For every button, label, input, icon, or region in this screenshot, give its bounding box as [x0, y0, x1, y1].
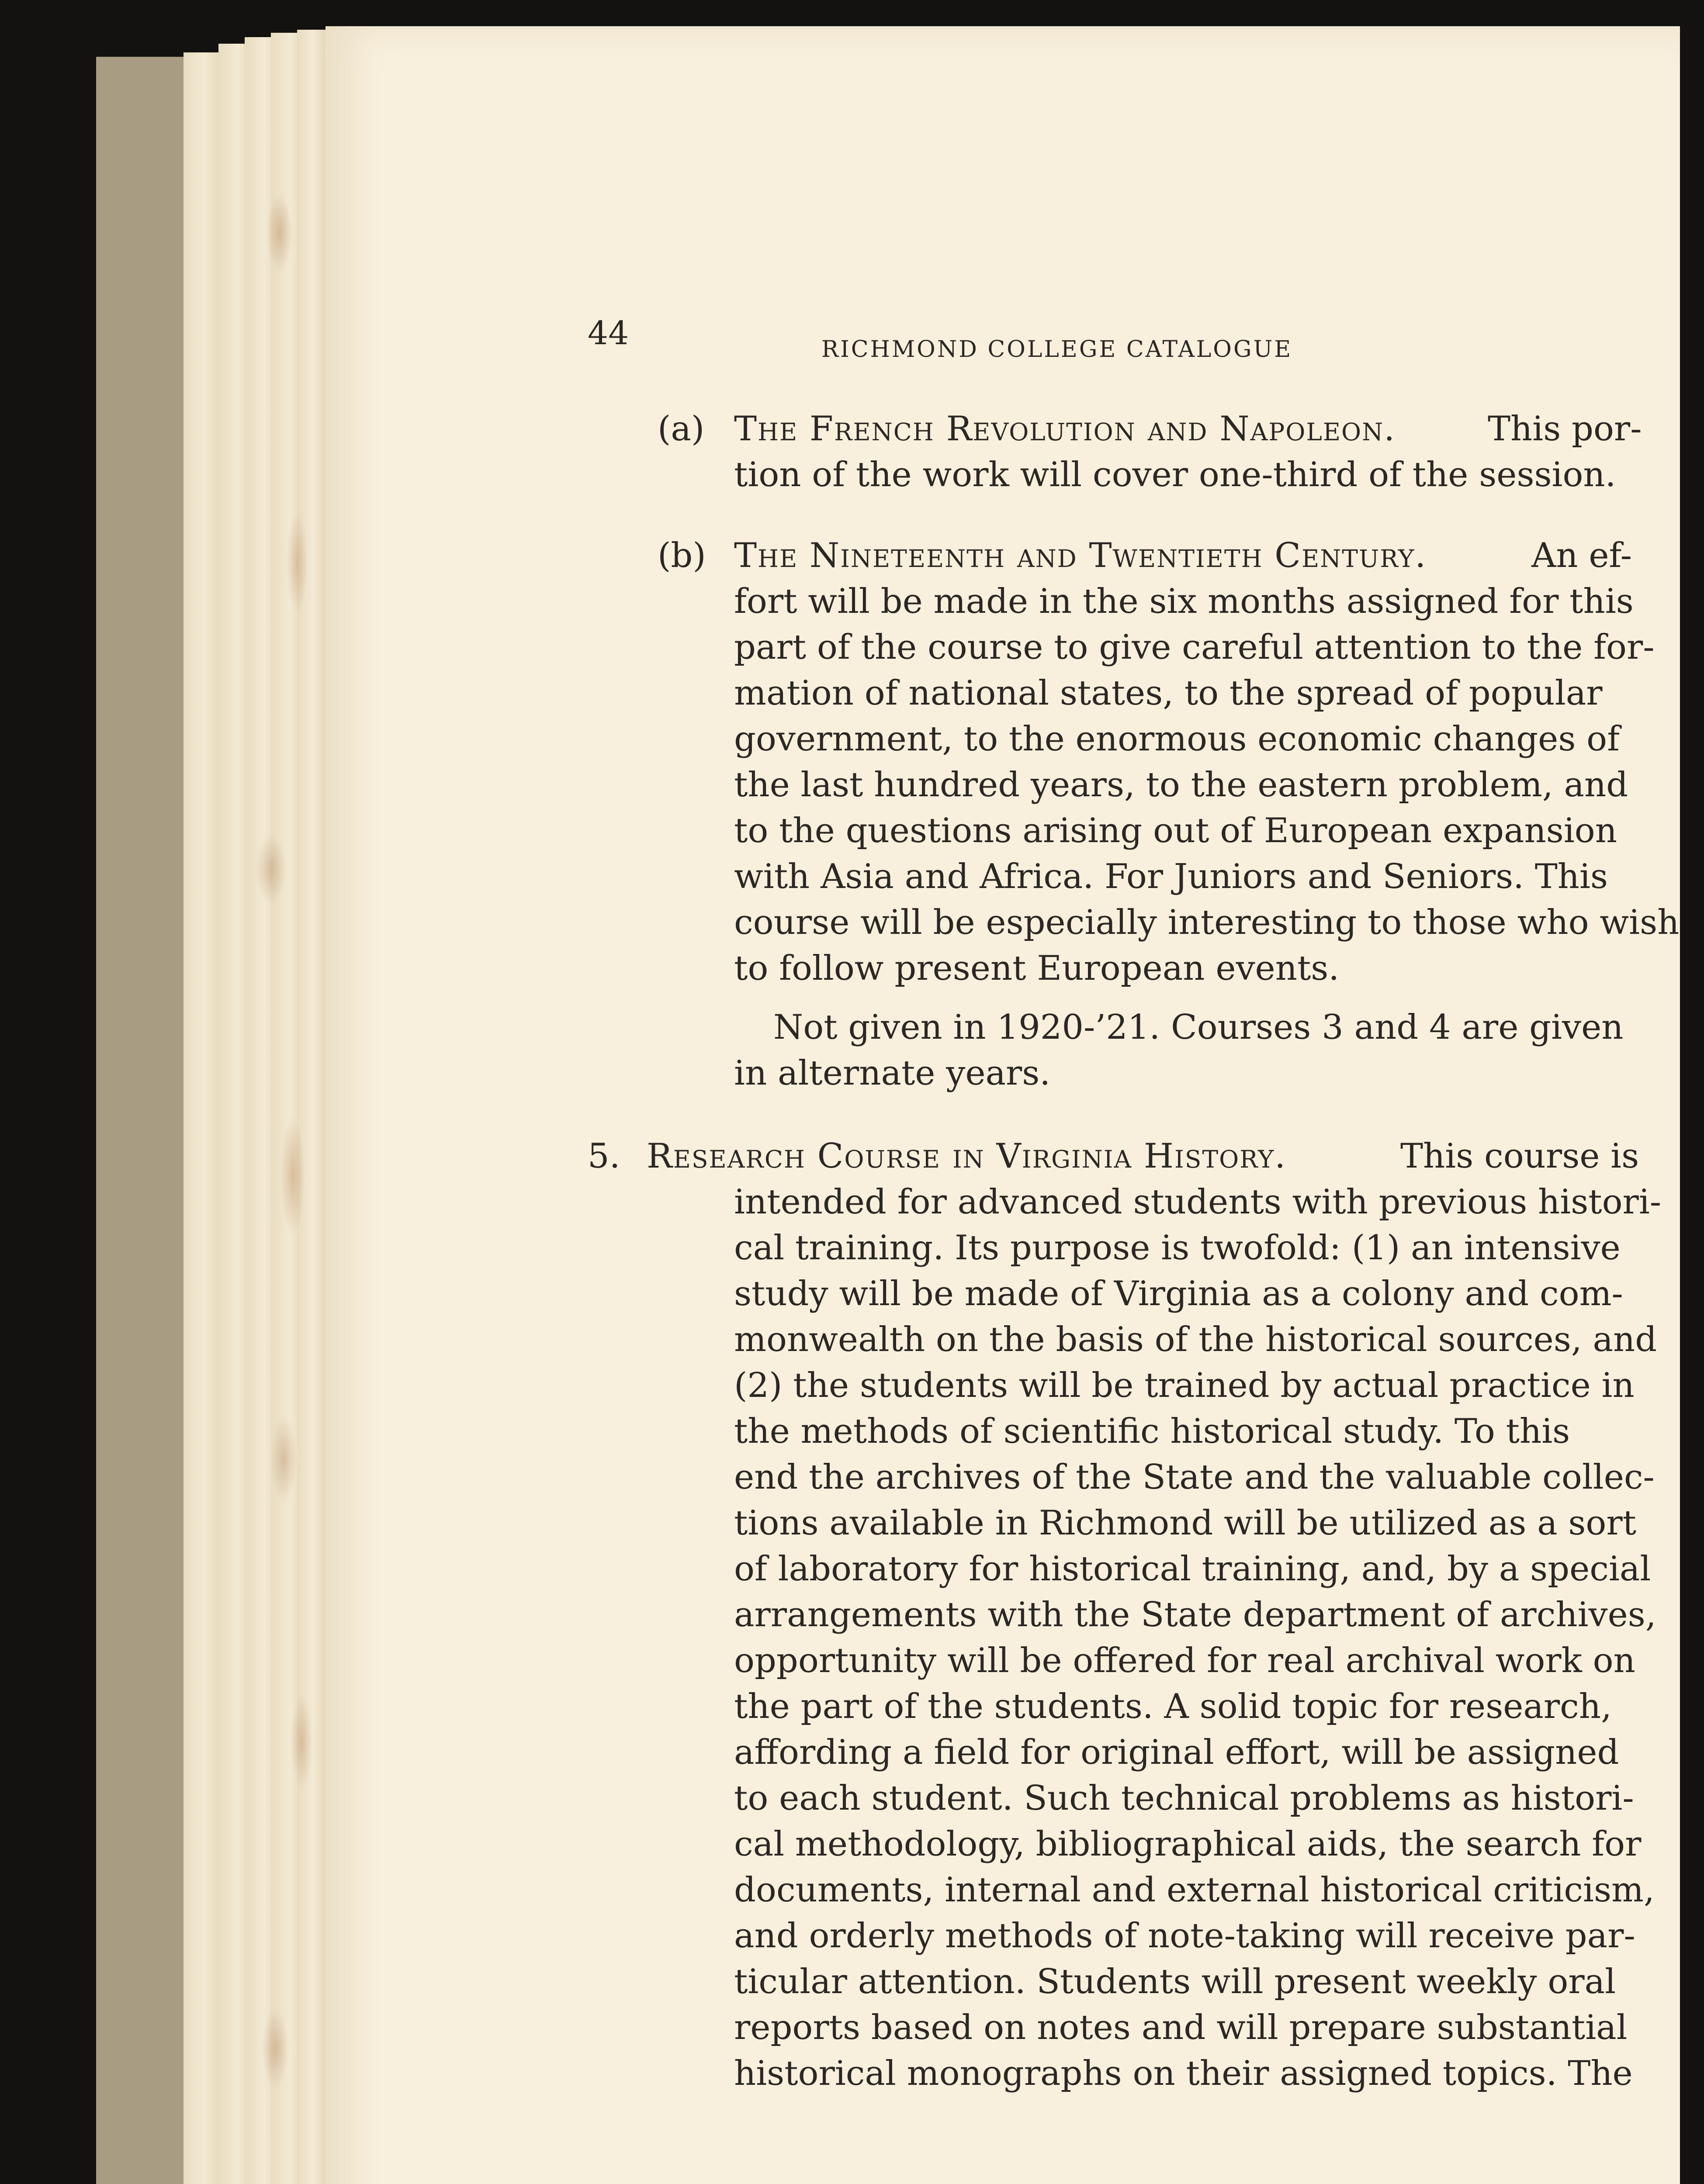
course-line: reports based on notes and will prepare substantial	[734, 2008, 1628, 2047]
course-line: intended for advanced students with previous histori-	[734, 1182, 1662, 1222]
section-b-line: fort will be made in the six months assigned for this	[734, 582, 1634, 621]
course-line: opportunity will be offered for real archival work on	[734, 1641, 1635, 1680]
section-b-label: (b)	[658, 536, 706, 575]
section-a-line: This por-	[1488, 409, 1642, 449]
course-line: cal methodology, bibliographical aids, the search for	[734, 1825, 1642, 1864]
course-number: 5.	[588, 1137, 620, 1176]
section-b-note-line: in alternate years.	[734, 1054, 1051, 1093]
course-line: cal training. Its purpose is twofold: (1) an intensive	[734, 1228, 1621, 1268]
section-b-line: An ef-	[1531, 536, 1632, 575]
catalogue-page	[326, 26, 1680, 2184]
course-line: historical monographs on their assigned topics. The	[734, 2054, 1633, 2093]
course-line: the methods of scientific historical study. To this	[734, 1412, 1570, 1451]
course-line: This course is	[1400, 1137, 1639, 1176]
course-line: (2) the students will be trained by actual practice in	[734, 1366, 1635, 1405]
course-line: affording a field for original effort, will be assigned	[734, 1733, 1619, 1772]
course-line: ticular attention. Students will present weekly oral	[734, 1962, 1616, 2001]
course-line: end the archives of the State and the valuable collec-	[734, 1458, 1655, 1497]
section-b-line: the last hundred years, to the eastern problem, and	[734, 765, 1628, 805]
course-line: monwealth on the basis of the historical sources, and	[734, 1320, 1657, 1359]
section-b-line: to follow present European events.	[734, 949, 1340, 988]
page-number: 44	[588, 314, 629, 352]
course-line: tions available in Richmond will be utilized as a sort	[734, 1503, 1636, 1543]
section-b-line: mation of national states, to the spread of popular	[734, 674, 1603, 713]
course-line: arrangements with the State department of archives,	[734, 1595, 1656, 1635]
course-line: to each student. Such technical problems as histori-	[734, 1779, 1634, 1818]
section-b-line: with Asia and Africa. For Juniors and Seniors. This	[734, 857, 1608, 896]
course-line: study will be made of Virginia as a colony and com-	[734, 1274, 1623, 1313]
section-b-line: course will be especially interesting to those who wish	[734, 903, 1680, 942]
page-foxing	[245, 44, 332, 2184]
course-heading: Research Course in Virginia History.	[647, 1137, 1286, 1176]
course-line: of laboratory for historical training, and, by a special	[734, 1549, 1651, 1589]
course-line: the part of the students. A solid topic for research,	[734, 1687, 1612, 1726]
section-b-line: part of the course to give careful attention to the for-	[734, 628, 1655, 667]
section-a-line: tion of the work will cover one-third of the session.	[734, 455, 1616, 494]
section-b-note-line: Not given in 1920-’21. Courses 3 and 4 are given	[773, 1008, 1624, 1047]
section-b-heading: The Nineteenth and Twentieth Century.	[734, 536, 1427, 575]
course-line: documents, internal and external historical criticism,	[734, 1870, 1655, 1910]
section-b-line: government, to the enormous economic changes of	[734, 719, 1620, 759]
section-a-heading: The French Revolution and Napoleon.	[734, 409, 1396, 449]
course-line: and orderly methods of note-taking will receive par-	[734, 1916, 1635, 1956]
section-a-label: (a)	[658, 409, 705, 449]
section-b-line: to the questions arising out of European expansion	[734, 811, 1617, 850]
running-head: RICHMOND COLLEGE CATALOGUE	[821, 336, 1293, 363]
